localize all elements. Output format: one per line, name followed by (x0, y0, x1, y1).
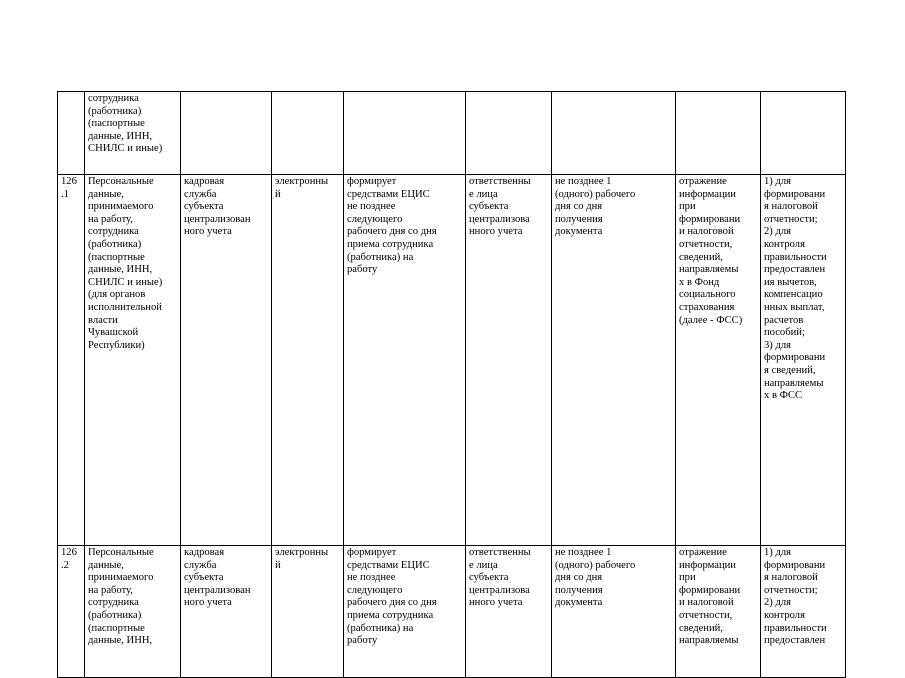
cell-text-line: я налоговой (764, 201, 818, 213)
cell-text-line: сведений, (679, 251, 723, 263)
cell-text-line: формирует (347, 547, 397, 558)
cell-text-line: СНИЛС и иные) (88, 143, 163, 155)
table-row (58, 175, 846, 546)
cell-text-line: и налоговой (679, 597, 734, 609)
cell-text-line: ного учета (184, 597, 232, 609)
cell-text-line: направляемы (764, 377, 824, 389)
cell-text-line: при (679, 201, 696, 213)
cell-format (272, 92, 344, 175)
cell-text-line: информации (679, 559, 736, 571)
cell-text-line: данные, ИНН, (88, 264, 153, 276)
cell-responsible (466, 175, 552, 546)
cell-text-line: не позднее (347, 572, 396, 584)
cell-text-line: субъекта (184, 201, 224, 213)
cell-responsible (466, 92, 552, 175)
cell-number (58, 92, 85, 175)
cell-text-line: приема сотрудника (347, 609, 434, 621)
cell-text-line: на работу, (88, 584, 133, 596)
cell-purpose (676, 92, 761, 175)
cell-text-line: я сведений, (764, 364, 816, 376)
cell-text-line: ответственны (469, 176, 531, 187)
cell-text-line: кадровая (184, 547, 225, 558)
cell-text-line: отчетности, (679, 609, 733, 621)
cell-text-line: (далее - ФСС) (679, 314, 743, 326)
cell-text-line: электронны (275, 176, 329, 187)
cell-text-line: компенсацио (764, 289, 823, 301)
cell-text-line: работу (347, 264, 378, 276)
cell-text-line: власти (88, 314, 118, 326)
cell-text-line: Персональные (88, 547, 154, 558)
cell-provider (181, 546, 272, 678)
cell-text-line: дня со дня (555, 572, 603, 584)
cell-text-line: й (275, 188, 281, 200)
cell-text-line: правильности (764, 251, 827, 263)
cell-text-line: .2 (61, 559, 69, 571)
cell-text-line: приема сотрудника (347, 238, 434, 250)
cell-text-line: СНИЛС и иные) (88, 276, 163, 288)
cell-text-line: рабочего дня со дня (347, 226, 437, 238)
cell-text-line: (паспортные (88, 118, 145, 130)
cell-text-line: 3) для (764, 339, 792, 351)
cell-text-line: исполнительной (88, 301, 162, 313)
cell-text-line: данные, ИНН, (88, 130, 153, 142)
cell-text-line: я налоговой (764, 572, 818, 584)
cell-text-line: 126 (61, 176, 77, 187)
cell-deadline (552, 175, 676, 546)
cell-purpose (676, 175, 761, 546)
cell-text-line: контроля (764, 238, 805, 250)
cell-text-line: субъекта (184, 572, 224, 584)
cell-text-line: отчетности; (764, 584, 818, 596)
cell-text-line: направляемы (679, 264, 739, 276)
cell-data-name (85, 92, 181, 175)
cell-text-line: (одного) рабочего (555, 188, 636, 200)
cell-text-line: следующего (347, 213, 403, 225)
cell-text-line: отражение (679, 176, 727, 187)
cell-text-line: данные, ИНН, (88, 635, 153, 647)
cell-text-line: отчетности; (764, 213, 818, 225)
cell-format (272, 546, 344, 678)
cell-text-line: данные, (88, 188, 124, 200)
cell-procedure (344, 546, 466, 678)
cell-text-line: нного учета (469, 226, 523, 238)
cell-text-line: централизова (469, 213, 530, 225)
cell-text-line: не позднее 1 (555, 176, 612, 187)
cell-text-line: электронны (275, 547, 329, 558)
cell-provider (181, 92, 272, 175)
table-body (58, 92, 846, 678)
cell-text-line: (работника) на (347, 251, 414, 263)
cell-note (761, 546, 846, 678)
cell-text-line: е лица (469, 188, 498, 200)
cell-text-line: принимаемого (88, 572, 154, 584)
cell-text-line: контроля (764, 609, 805, 621)
cell-text-line: Республики) (88, 339, 145, 351)
cell-text-line: документа (555, 597, 603, 609)
cell-text-line: Чувашской (88, 327, 139, 339)
cell-text-line: (работника) на (347, 622, 414, 634)
cell-text-line: ответственны (469, 547, 531, 558)
cell-text-line: дня со дня (555, 201, 603, 213)
cell-text-line: (работника) (88, 609, 142, 621)
cell-text-line: сотрудника (88, 597, 139, 609)
cell-text-line: (работника) (88, 238, 142, 250)
cell-text-line: получения (555, 584, 603, 596)
table-row (58, 92, 846, 175)
cell-data-name (85, 546, 181, 678)
cell-data-name (85, 175, 181, 546)
cell-text-line: нного учета (469, 597, 523, 609)
cell-text-line: не позднее 1 (555, 547, 612, 558)
cell-text-line: централизова (469, 584, 530, 596)
cell-text-line: Персональные (88, 176, 154, 187)
cell-text-line: служба (184, 188, 217, 200)
cell-text-line: 2) для (764, 597, 792, 609)
cell-purpose (676, 546, 761, 678)
cell-text-line: рабочего дня со дня (347, 597, 437, 609)
cell-text-line: не позднее (347, 201, 396, 213)
cell-text-line: (работника) (88, 105, 142, 117)
cell-text-line: сотрудника (88, 226, 139, 238)
cell-number (58, 546, 85, 678)
cell-number (58, 175, 85, 546)
cell-text-line: ия вычетов, (764, 276, 817, 288)
cell-text-line: централизован (184, 584, 251, 596)
cell-text-line: х в Фонд (679, 276, 720, 288)
cell-text-line: е лица (469, 559, 498, 571)
cell-text-line: ного учета (184, 226, 232, 238)
cell-text-line: формировани (679, 584, 741, 596)
cell-text-line: и налоговой (679, 226, 734, 238)
cell-text-line: формирует (347, 176, 397, 187)
cell-text-line: отражение (679, 547, 727, 558)
cell-text-line: 1) для (764, 547, 792, 558)
cell-text-line: 1) для (764, 176, 792, 187)
cell-text-line: предоставлен (764, 264, 826, 276)
cell-text-line: получения (555, 213, 603, 225)
cell-deadline (552, 92, 676, 175)
cell-text-line: (одного) рабочего (555, 559, 636, 571)
cell-text-line: формировани (764, 352, 826, 364)
cell-deadline (552, 546, 676, 678)
cell-text-line: формировани (764, 559, 826, 571)
cell-text-line: формировани (679, 213, 741, 225)
document-table (57, 91, 846, 678)
cell-text-line: при (679, 572, 696, 584)
cell-text-line: (для органов (88, 289, 146, 301)
cell-format (272, 175, 344, 546)
cell-text-line: централизован (184, 213, 251, 225)
cell-procedure (344, 92, 466, 175)
cell-text-line: (паспортные (88, 251, 145, 263)
cell-text-line: субъекта (469, 572, 509, 584)
cell-text-line: кадровая (184, 176, 225, 187)
cell-text-line: формировани (764, 188, 826, 200)
cell-text-line: 2) для (764, 226, 792, 238)
cell-text-line: субъекта (469, 201, 509, 213)
cell-text-line: расчетов (764, 314, 804, 326)
cell-note (761, 92, 846, 175)
cell-text-line: страхования (679, 301, 735, 313)
cell-text-line: средствами ЕЦИС (347, 188, 430, 200)
cell-text-line: направляемы (679, 635, 739, 647)
cell-text-line: нных выплат, (764, 301, 825, 313)
cell-text-line: данные, (88, 559, 124, 571)
cell-text-line: документа (555, 226, 603, 238)
cell-text-line: следующего (347, 584, 403, 596)
cell-note (761, 175, 846, 546)
cell-text-line: правильности (764, 622, 827, 634)
cell-text-line: х в ФСС (764, 390, 803, 402)
cell-text-line: 126 (61, 547, 77, 558)
cell-procedure (344, 175, 466, 546)
cell-text-line: информации (679, 188, 736, 200)
cell-text-line: работу (347, 635, 378, 647)
cell-provider (181, 175, 272, 546)
cell-text-line: пособий; (764, 327, 805, 339)
cell-text-line: служба (184, 559, 217, 571)
cell-text-line: (паспортные (88, 622, 145, 634)
cell-text-line: предоставлен (764, 635, 826, 647)
cell-text-line: социального (679, 289, 736, 301)
table-row (58, 546, 846, 678)
cell-text-line: .1 (61, 188, 69, 200)
cell-text-line: отчетности, (679, 238, 733, 250)
cell-text-line: на работу, (88, 213, 133, 225)
cell-text-line: сотрудника (88, 93, 139, 104)
cell-responsible (466, 546, 552, 678)
cell-text-line: сведений, (679, 622, 723, 634)
cell-text-line: средствами ЕЦИС (347, 559, 430, 571)
cell-text-line: й (275, 559, 281, 571)
cell-text-line: принимаемого (88, 201, 154, 213)
